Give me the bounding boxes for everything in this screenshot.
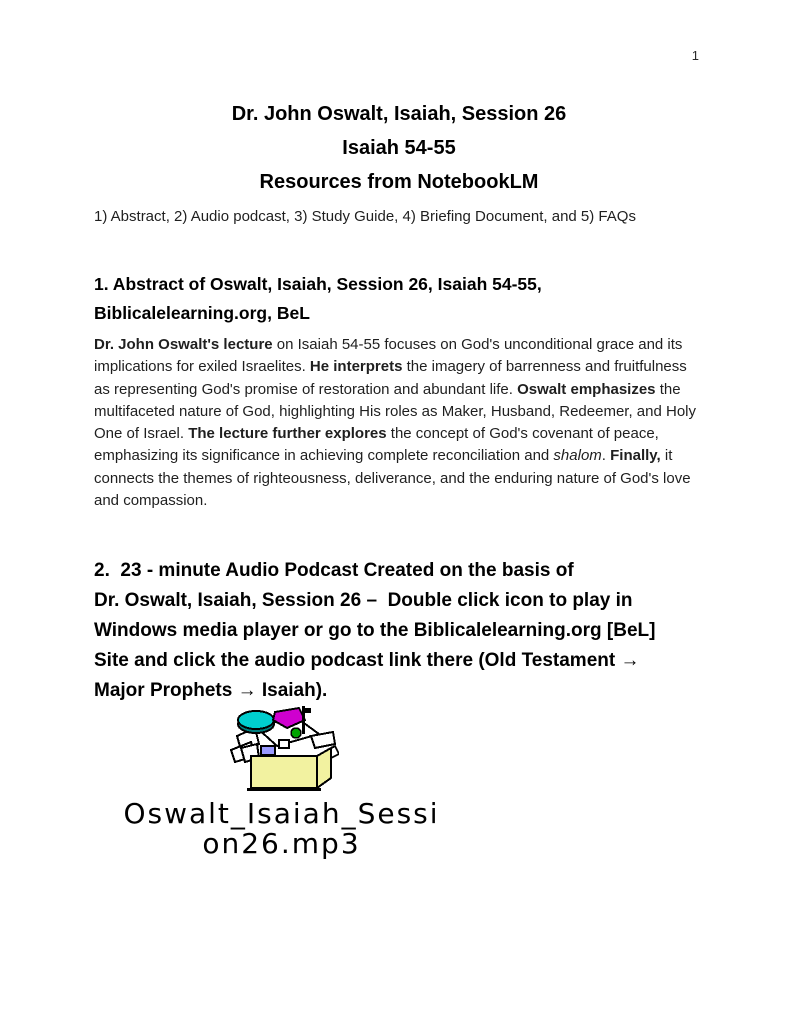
package-media-icon[interactable] [225,706,339,792]
section1-heading: 1. Abstract of Oswalt, Isaiah, Session 26, Isaiah 54-55, Biblicalelearning.org, BeL [94,274,542,323]
audio-file-name[interactable]: Oswalt_Isaiah_Sessi on26.mp3 [123,797,440,861]
section2-heading: 2. 23 - minute Audio Podcast Created on the basis of Dr. Oswalt, Isaiah, Session 26 – Double click icon to play in Windows media player or go to the Biblicalelearning.org [BeL] Site and click the audio podcast link there (Old Testament → Major Prophets → Isaiah). [94,560,656,702]
abstract-paragraph: Dr. John Oswalt's lecture on Isaiah 54-55 focuses on God's unconditional grace and its implications for exiled Israelites. He interprets the imagery of barrenness and fruitfulness as representing God's promise of restoration and abundant life. Oswalt emphasizes the multifaceted nature of God, highlighting His roles as Maker, Husband, Redeemer, and Holy One of Israel. The lecture further explores the concept of God's covenant of peace, emphasizing its significance in achieving complete reconciliation and shalom. Finally, it connects the themes of righteousness, deliverance, and the enduring nature of God's love and compassion. [94,336,696,510]
audio-podcast-object[interactable] [94,706,469,859]
document-title: Dr. John Oswalt, Isaiah, Session 26 Isaiah 54-55 Resources from NotebookLM [231,103,567,193]
document-content [94,0,704,859]
package-media-icon-svg [225,706,339,792]
resource-list: 1) Abstract, 2) Audio podcast, 3) Study Guide, 4) Briefing Document, and 5) FAQs [94,208,636,225]
page-number: 1 [691,48,699,63]
